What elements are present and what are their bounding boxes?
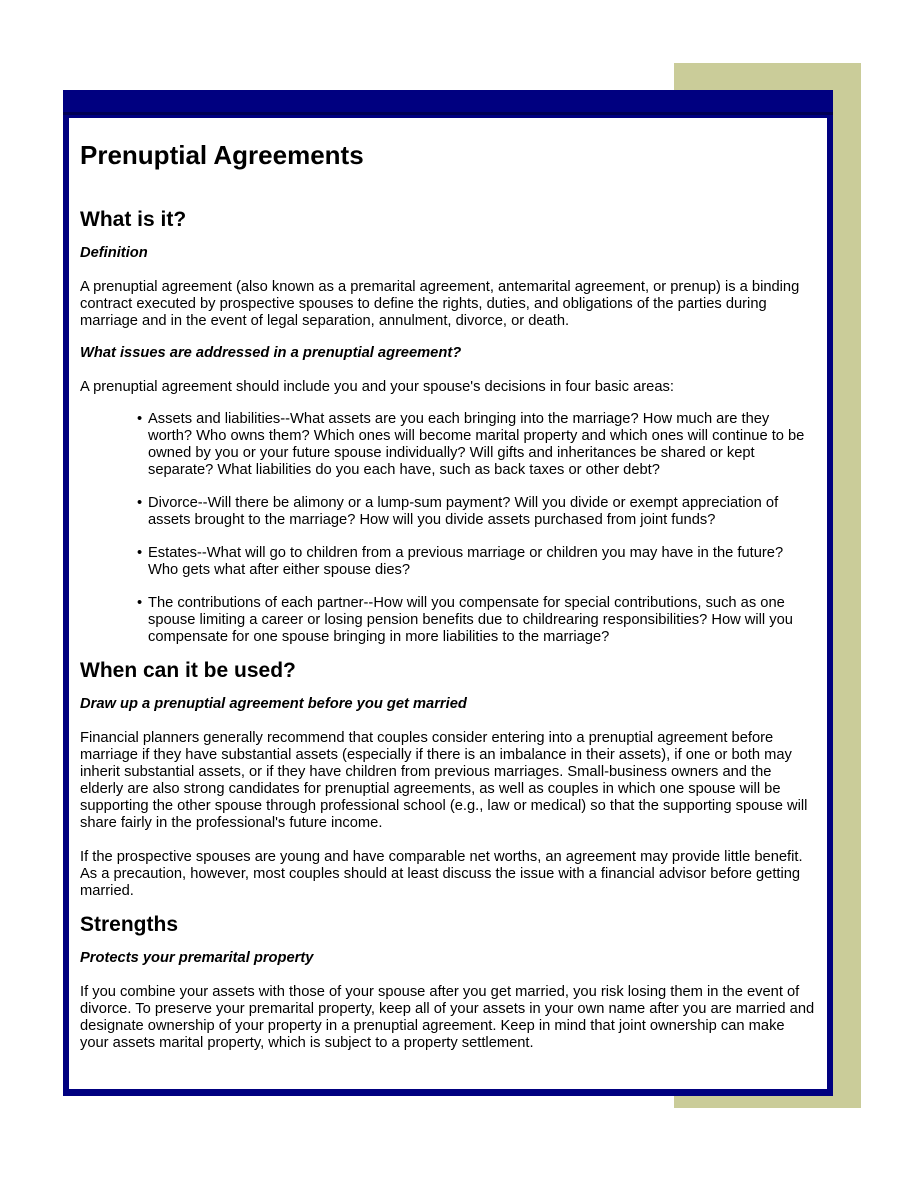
bullet-item-assets-liabilities: • Assets and liabilities--What assets are you each bringing into the marriage? How much are they worth? Who owns them? Which ones will become marital property and which ones will continue to be owned by you or your future spouse individually? Will gifts and inheritances be shared or kept separate? What liabilities do you each have, such as back taxes or other debt? bbox=[137, 411, 817, 479]
subheading-definition: Definition bbox=[80, 245, 148, 261]
section-heading-what-is-it: What is it? bbox=[80, 208, 187, 231]
section-heading-strengths: Strengths bbox=[80, 913, 179, 936]
paragraph-definition: A prenuptial agreement (also known as a premarital agreement, antemarital agreement, or prenup) is a binding contract executed by prospective spouses to define the rights, duties, and obligations of the parties during marriage and in the event of legal separation, annulment, divorce, or death. bbox=[80, 279, 800, 329]
subheading-issues-addressed: What issues are addressed in a prenuptial agreement? bbox=[80, 345, 462, 361]
bullet-item-estates: • Estates--What will go to children from a previous marriage or children you may have in the future? Who gets what after either spouse dies? bbox=[137, 545, 817, 579]
subheading-protects-premarital-property: Protects your premarital property bbox=[80, 950, 314, 966]
paragraph-four-basic-areas: A prenuptial agreement should include you and your spouse's decisions in four basic areas: bbox=[80, 379, 674, 395]
issues-bullet-list bbox=[80, 411, 817, 646]
paragraph-financial-planners: Financial planners generally recommend that couples consider entering into a prenuptial agreement before marriage if they have substantial assets (especially if there is an imbalance in their assets), if one or both may inherit substantial assets, or if they have children from previous marriages. Small-business owners and the elderly are also strong candidates for prenuptial agreements, as well as couples in which one spouse will be supporting the other spouse through professional school (e.g., law or medical) so that the supporting spouse will share fairly in the professional's future income. bbox=[80, 730, 808, 831]
bullet-item-divorce: • Divorce--Will there be alimony or a lump-sum payment? Will you divide or exempt appreciation of assets brought to the marriage? How will you divide assets purchased from joint funds? bbox=[137, 495, 817, 529]
bullet-item-contributions: • The contributions of each partner--How will you compensate for special contributions, such as one spouse limiting a career or losing pension benefits due to childrearing responsibilities? How will you compensate for one spouse bringing in more liabilities to the marriage? bbox=[137, 595, 817, 646]
document-content bbox=[69, 142, 827, 1052]
page-title: Prenuptial Agreements bbox=[80, 140, 364, 170]
paragraph-prospective-spouses: If the prospective spouses are young and have comparable net worths, an agreement may provide little benefit. As a precaution, however, most couples should at least discuss the issue with a financial advisor before getting married. bbox=[80, 849, 803, 899]
document-frame bbox=[63, 90, 833, 1096]
subheading-draw-up-before-married: Draw up a prenuptial agreement before you get married bbox=[80, 696, 467, 712]
section-heading-when-can-it-be-used: When can it be used? bbox=[80, 659, 296, 682]
paragraph-combine-assets: If you combine your assets with those of your spouse after you get married, you risk losing them in the event of divorce. To preserve your premarital property, keep all of your assets in your own name after you are married and designate ownership of your property in a prenuptial agreement. Keep in mind that joint ownership can make your assets marital property, which is subject to a property settlement. bbox=[80, 984, 815, 1051]
